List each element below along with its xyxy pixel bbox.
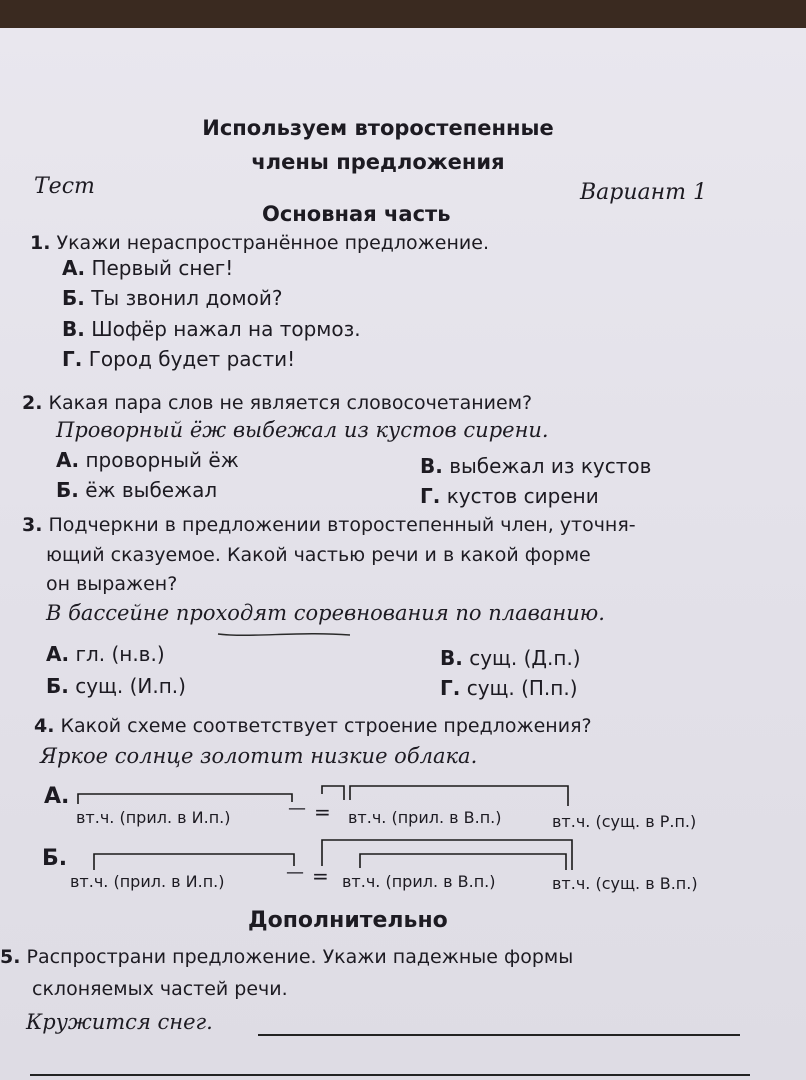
- scheme-b-link-3: [360, 854, 566, 870]
- page-title-line2: члены предложения: [251, 150, 505, 174]
- scheme-a-link-3: [350, 786, 568, 806]
- scheme-a-subject: —: [288, 798, 306, 819]
- scheme-a-letter[interactable]: А.: [44, 784, 70, 809]
- question-5-line2: склоняемых частей речи.: [32, 978, 288, 1000]
- scheme-b-part2: вт.ч. (прил. в В.п.): [342, 872, 496, 891]
- q2-sentence: Проворный ёж выбежал из кустов сирени.: [56, 418, 549, 442]
- q2-option-a[interactable]: А. проворный ёж: [56, 448, 239, 472]
- q1-option-c[interactable]: В. Шофёр нажал на тормоз.: [62, 317, 361, 341]
- q3-option-c[interactable]: В. сущ. (Д.п.): [440, 646, 581, 670]
- question-3: 3. Подчеркни в предложении второстепенный член, уточня-: [22, 514, 636, 536]
- scheme-a-link-1: [78, 794, 292, 804]
- q4-sentence: Яркое солнце золотит низкие облака.: [40, 744, 478, 768]
- q2-option-c[interactable]: В. выбежал из кустов: [420, 454, 652, 478]
- test-label: Тест: [34, 174, 95, 199]
- question-4: 4. Какой схеме соответствует строение предложения?: [34, 715, 592, 737]
- q2-option-d[interactable]: Г. кустов сирени: [420, 484, 599, 508]
- underline-mark: [218, 634, 350, 636]
- question-3-line3: он выражен?: [46, 573, 178, 595]
- q5-sentence: Кружится снег.: [26, 1010, 213, 1034]
- question-5: 5. Распространи предложение. Укажи падежные формы: [0, 946, 574, 968]
- scheme-b-letter[interactable]: Б.: [42, 846, 68, 871]
- page-title-line1: Используем второстепенные: [202, 116, 554, 140]
- q1-option-d[interactable]: Г. Город будет расти!: [62, 347, 296, 371]
- question-2: 2. Какая пара слов не является словосочетанием?: [22, 392, 533, 414]
- scheme-a-part3: вт.ч. (сущ. в Р.п.): [552, 812, 697, 831]
- scheme-a-predicate: =: [314, 800, 331, 824]
- q3-sentence: В бассейне проходят соревнования по плаванию.: [46, 601, 605, 625]
- variant-label: Вариант 1: [580, 180, 707, 205]
- scheme-b-link-1: [94, 854, 294, 870]
- q3-option-a[interactable]: А. гл. (н.в.): [46, 642, 165, 666]
- scheme-b-part1: вт.ч. (прил. в И.п.): [70, 872, 225, 891]
- question-text: Укажи нераспространённое предложение.: [56, 232, 489, 254]
- scheme-a-link-2: [322, 786, 344, 800]
- question-3-line2: ющий сказуемое. Какой частью речи и в какой форме: [46, 544, 591, 566]
- q3-option-b[interactable]: Б. сущ. (И.п.): [46, 674, 186, 698]
- q2-option-b[interactable]: Б. ёж выбежал: [56, 478, 218, 502]
- scheme-b-predicate: =: [312, 864, 329, 888]
- section-extra-title: Дополнительно: [248, 908, 448, 933]
- q1-option-a[interactable]: А. Первый снег!: [62, 256, 234, 280]
- q1-option-b[interactable]: Б. Ты звонил домой?: [62, 286, 283, 310]
- scheme-connectors: [0, 28, 806, 1080]
- section-main-title: Основная часть: [262, 202, 451, 226]
- scheme-b-part3: вт.ч. (сущ. в В.п.): [552, 874, 698, 893]
- scheme-a-part1: вт.ч. (прил. в И.п.): [76, 808, 231, 827]
- question-number: 1.: [30, 232, 51, 254]
- scheme-b-subject: —: [286, 862, 304, 883]
- q3-option-d[interactable]: Г. сущ. (П.п.): [440, 676, 578, 700]
- worksheet-page: [0, 28, 806, 1080]
- scheme-a-part2: вт.ч. (прил. в В.п.): [348, 808, 502, 827]
